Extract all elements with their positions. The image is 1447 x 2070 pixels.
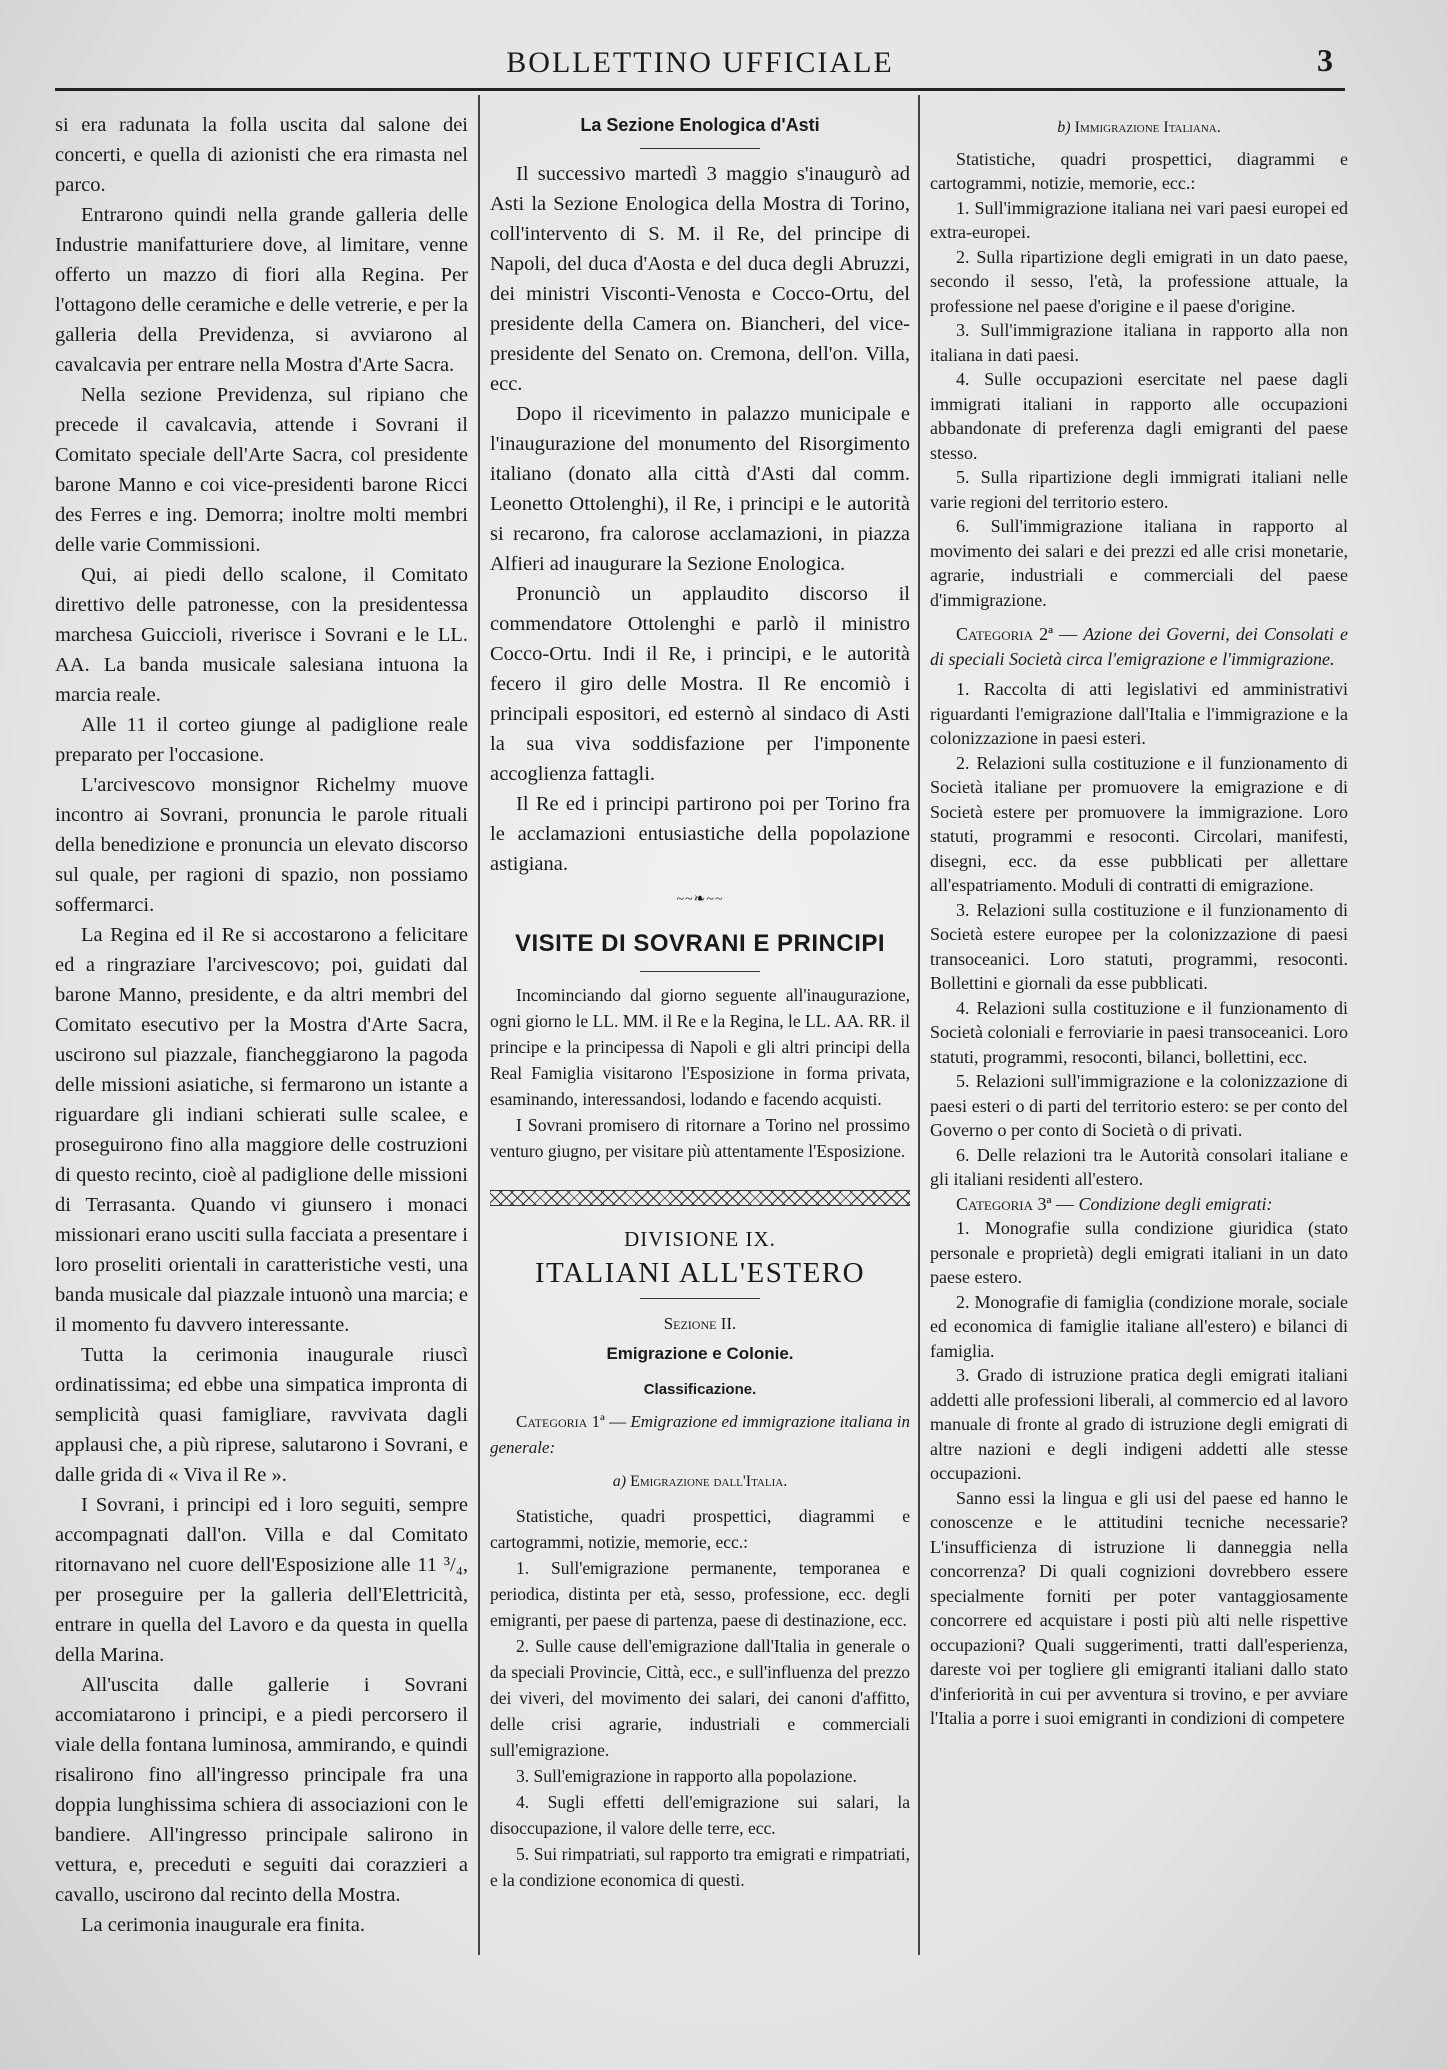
paragraph: La Regina ed il Re si accostarono a felicitare ed a ringraziare l'arcivescovo; poi, guidati dal barone Manno, presidente, e da altri membri del Comitato esecutivo per la Mostra d'Arte Sacra, uscirono sul piazzale, fiancheggiarono la pagoda delle missioni asiatiche, si fermarono un istante a riguardare gli indiani schierati sulle scalee, e proseguirono fino alla maggiore delle costruzioni di questo recinto, cioè al padiglione delle missioni di Terrasanta. Quando vi giunsero i monaci missionari erano usciti sulla facciata a presentare i loro proseliti orientali in caratteristiche vesti, una banda musicale dal piazzale intuonò una marcia; e il momento fu davvero interessante. — [55, 924, 468, 1336]
column-3 — [930, 110, 1348, 1960]
short-rule — [640, 1298, 760, 1299]
categoria-3-label: Categoria 3ª — — [956, 1193, 1074, 1214]
column-divider-2 — [918, 95, 920, 1955]
categoria-1-label: Categoria 1ª — — [516, 1412, 627, 1431]
categoria-1-title: Emigrazione ed immigrazione italiana in generale: — [490, 1412, 910, 1457]
paragraph: Tutta la cerimonia inaugurale riuscì ordinatissima; ed ebbe una simpatica impronta di semplicità quasi famigliare, ravvivata dagli applausi che, a più riprese, salutarono i Sovrani, e dalle grida di « Viva il Re ». — [55, 1344, 468, 1486]
list-item: 2. Sulla ripartizione degli emigrati in un dato paese, secondo il sesso, l'età, la professione attuale, la professione nel paese d'origine e il paese d'origine. — [930, 246, 1348, 316]
list-item: 4. Sugli effetti dell'emigrazione sui salari, la disoccupazione, il valore delle terre, ecc. — [490, 1792, 910, 1838]
paragraph: Pronunciò un applaudito discorso il commendatore Ottolenghi e parlò il ministro Cocco-Ortu. Indi il Re, i principi, e le autorità fecero il giro delle Mostra. Il Re encomiò i principali espositori, ed esternò al sindaco di Asti la sua viva soddisfazione per l'imponente accoglienza fattagli. — [490, 583, 910, 785]
paragraph: Il Re ed i principi partirono poi per Torino fra le acclamazioni entusiastiche della popolazione astigiana. — [490, 793, 910, 875]
subheading-b-title: Immigrazione Italiana. — [1074, 119, 1221, 136]
categoria-2-label: Categoria 2ª — — [956, 624, 1078, 644]
list-item: Sanno essi la lingua e gli usi del paese ed hanno le conoscenze e le attitudini tecniche necessarie? L'insufficienza di istruzione li danneggia nella concorrenza? Di quali cognizioni dovrebbero essere specialmente forniti per poter vantaggiosamente concorrere ed acquistare i posti più alti nelle rispettive occupazioni? Quali suggerimenti, tratti dall'esperienza, dareste voi per togliere gli emigranti italiani dallo stato d'inferiorità in cui per avventura si trovino, e per avviare l'Italia a porre i suoi emigranti in condizioni di competere — [930, 1487, 1348, 1728]
page-header — [55, 40, 1345, 91]
paragraph: Nella sezione Previdenza, sul ripiano che precede il cavalcavia, attende i Sovrani il Comitato speciale dell'Arte Sacra, col presidente barone Manno e coi vice-presidenti barone Ricci des Ferres e ing. Demorra; inoltre molti membri delle varie Commissioni. — [55, 384, 468, 556]
visite-title: VISITE DI SOVRANI E PRINCIPI — [514, 930, 886, 957]
list-item: 3. Sull'immigrazione italiana in rapporto alla non italiana in dati paesi. — [930, 320, 1348, 365]
column-2 — [490, 110, 910, 1960]
paragraph: L'arcivescovo monsignor Richelmy muove incontro ai Sovrani, pronuncia le parole rituali della benedizione e pronuncia un elevato discorso sul quale, per ragioni di spazio, non possiamo soffermarci. — [55, 774, 468, 916]
categoria-1 — [490, 1409, 910, 1461]
list-item: 1. Sull'emigrazione permanente, temporanea e periodica, distinta per età, sesso, professione, ecc. degli emigranti, per paese di partenza, paese di destinazione, ecc. — [490, 1558, 910, 1630]
list-item: 5. Sulla ripartizione degli immigrati italiani nelle varie regioni del territorio estero. — [930, 467, 1348, 512]
categoria-3 — [930, 1192, 1348, 1217]
categoria-2 — [930, 622, 1348, 671]
column-1 — [55, 110, 468, 1960]
paragraph: Incominciando dal giorno seguente all'inaugurazione, ogni giorno le LL. MM. il Re e la Regina, le LL. AA. RR. il principe e la principessa di Napoli e gli altri principi della Real Famiglia visitarono l'Esposizione in forma privata, esaminando, interessandosi, lodando e facendo acquisti. — [490, 985, 910, 1109]
classificazione-heading: Classificazione. — [643, 1381, 757, 1398]
paragraph: I Sovrani promisero di ritornare a Torino nel prossimo venturo giugno, per visitare più attentamente l'Esposizione. — [490, 1115, 910, 1161]
paragraph: Entrarono quindi nella grande galleria delle Industrie manifatturiere dove, al limitare, venne offerto un mazzo di fiori alla Regina. Per l'ottagono delle ceramiche e delle vetrerie, e per la galleria della Previdenza, si avviarono al cavalcavia per entrare nella Mostra d'Arte Sacra. — [55, 204, 468, 376]
list-item: Statistiche, quadri prospettici, diagrammi e cartogrammi, notizie, memorie, ecc.: — [490, 1506, 910, 1552]
list-item: 3. Sull'emigrazione in rapporto alla popolazione. — [516, 1766, 857, 1786]
paragraph: I Sovrani, i principi ed i loro seguiti, sempre accompagnati dall'on. Villa e dal Comitato ritornavano nel cuore dell'Esposizione alle 11 ³/₄, per proseguire per la galleria dell'Elettricità, entrare in quella del Lavoro e da questa in quella della Marina. — [55, 1494, 468, 1666]
list-item: 2. Monografie di famiglia (condizione morale, sociale ed economica di famiglie italiane all'estero) e bilanci di famiglia. — [930, 1291, 1348, 1361]
list-item: 4. Sulle occupazioni esercitate nel paese dagli immigrati italiani in rapporto alle occupazioni abbandonate di preferenza dagli emigranti del paese stesso. — [930, 369, 1348, 463]
decorative-border — [490, 1190, 910, 1206]
short-rule — [640, 148, 760, 149]
paragraph: Alle 11 il corteo giunge al padiglione reale preparato per l'occasione. — [55, 714, 468, 766]
list-item: 1. Sull'immigrazione italiana nei vari paesi europei ed extra-europei. — [930, 197, 1348, 242]
short-rule — [640, 971, 760, 972]
list-item: 6. Sull'immigrazione italiana in rapporto al movimento dei salari e dei prezzi ed alle crisi monetarie, agrarie, industriali e commerciali del paese d'immigrazione. — [930, 516, 1348, 610]
list-item: 6. Delle relazioni tra le Autorità consolari italiane e gli italiani residenti all'estero. — [930, 1144, 1348, 1189]
categoria-2-title: Azione dei Governi, dei Consolati e di speciali Società circa l'emigrazione e l'immigrazione. — [930, 624, 1348, 669]
list-item: Statistiche, quadri prospettici, diagrammi e cartogrammi, notizie, memorie, ecc.: — [930, 148, 1348, 193]
list-item: 5. Sui rimpatriati, sul rapporto tra emigrati e rimpatriati, e la condizione economica di questi. — [490, 1844, 910, 1890]
list-item: 1. Raccolta di atti legislativi ed amministrativi riguardanti l'emigrazione dall'Italia e l'immigrazione e la colonizzazione in paesi esteri. — [930, 679, 1348, 748]
page-number: 3 — [1317, 42, 1333, 78]
list-item: 2. Sulle cause dell'emigrazione dall'Italia in generale o da speciali Provincie, Città, ecc., e sull'influenza del prezzo dei viveri, del movimento dei salari, dei canoni d'affitto, delle crisi agrarie, industriali e commerciali sull'emigrazione. — [490, 1636, 910, 1760]
list-item: 3. Grado di istruzione pratica degli emigrati italiani addetti alle professioni liberali, al commercio ed al lavoro manuale di fronte al grado di istruzione degli emigrati di altre nazioni e degli indigeni addetti alle stesse occupazioni. — [930, 1365, 1348, 1483]
list-item: 5. Relazioni sull'immigrazione e la colonizzazione di paesi esteri o di parti del territorio estero: se per conto del Governo o per conto di Società o di privati. — [930, 1071, 1348, 1140]
sezione-label: Sezione II. — [663, 1314, 737, 1333]
subheading-a — [490, 1467, 910, 1497]
paragraph: si era radunata la folla uscita dal salone dei concerti, e quella di azionisti che era rimasta nel parco. — [55, 114, 468, 196]
list-item: 4. Relazioni sulla costituzione e il funzionamento di Società coloniali e ferroviarie in paesi transoceanici. Loro statuti, programmi, resoconti, bilanci, bollettini, ecc. — [930, 997, 1348, 1067]
list-item: 3. Relazioni sulla costituzione e il funzionamento di Società estere europee per la colonizzazione di paesi transoceanici. Loro statuti, programmi, resoconti. Bollettini e giornali da esse pubblicati. — [930, 899, 1348, 993]
categoria-3-title: Condizione degli emigrati: — [1078, 1193, 1273, 1214]
list-item: 2. Relazioni sulla costituzione e il funzionamento di Società italiane per promuovere la emigrazione e di Società estere per promuovere la immigrazione. Loro statuti, programmi e resoconti. Circolari, manifesti, disegni, ecc. da esse pubblicati per allettare all'espatriamento. Moduli di contratti di emigrazione. — [930, 752, 1348, 895]
paragraph: Il successivo martedì 3 maggio s'inaugurò ad Asti la Sezione Enologica della Mostra di Torino, coll'intervento di S. M. il Re, del principe di Napoli, del duca d'Aosta e del duca degli Abruzzi, dei ministri Visconti-Venosta e Cocco-Ortu, del presidente della Camera on. Biancheri, del vice-presidente del Senato on. Cremona, dell'on. Villa, ecc. — [490, 163, 910, 395]
ornament: ~~❧~~ — [676, 892, 724, 907]
column-divider-1 — [478, 95, 480, 1955]
header-title: BOLLETTINO UFFICIALE — [506, 46, 894, 79]
paragraph: La cerimonia inaugurale era finita. — [81, 1914, 366, 1936]
division-label: DIVISIONE IX. — [624, 1227, 776, 1251]
paragraph: Dopo il ricevimento in palazzo municipale e l'inaugurazione del monumento del Risorgimento italiano (donato alla città d'Asti dal comm. Leonetto Ottolenghi), il Re, i principi e le autorità si recarono, fra calorose acclamazioni, in piazza Alfieri ad inaugurare la Sezione Enologica. — [490, 403, 910, 575]
paragraph: All'uscita dalle gallerie i Sovrani accomiatarono i principi, e a piedi percorsero il viale della fontana luminosa, ammirando, e quindi risalirono fino all'ingresso principale fra una doppia lunghissima schiera di associazioni con le bandiere. All'ingresso principale salirono in vettura, e, preceduti e seguiti dai corazzieri a cavallo, uscirono dal recinto della Mostra. — [55, 1674, 468, 1906]
paragraph: Qui, ai piedi dello scalone, il Comitato direttivo delle patronesse, con la presidentessa marchesa Guiccioli, riverisce i Sovrani e le LL. AA. La banda musicale salesiana intuona la marcia reale. — [55, 564, 468, 706]
subheading-a-label: a) — [612, 1473, 627, 1490]
division-title: ITALIANI ALL'ESTERO — [534, 1257, 866, 1289]
list-item: 1. Monografie sulla condizione giuridica (stato personale e proprietà) degli emigrati italiani in un dato paese estero. — [930, 1218, 1348, 1287]
subheading-b — [930, 116, 1348, 141]
subheading-a-title: Emigrazione dall'Italia. — [630, 1473, 788, 1490]
subheading-b-label: b) — [1057, 119, 1071, 136]
section-title-asti: La Sezione Enologica d'Asti — [580, 115, 820, 135]
sezione-title: Emigrazione e Colonie. — [606, 1344, 794, 1363]
